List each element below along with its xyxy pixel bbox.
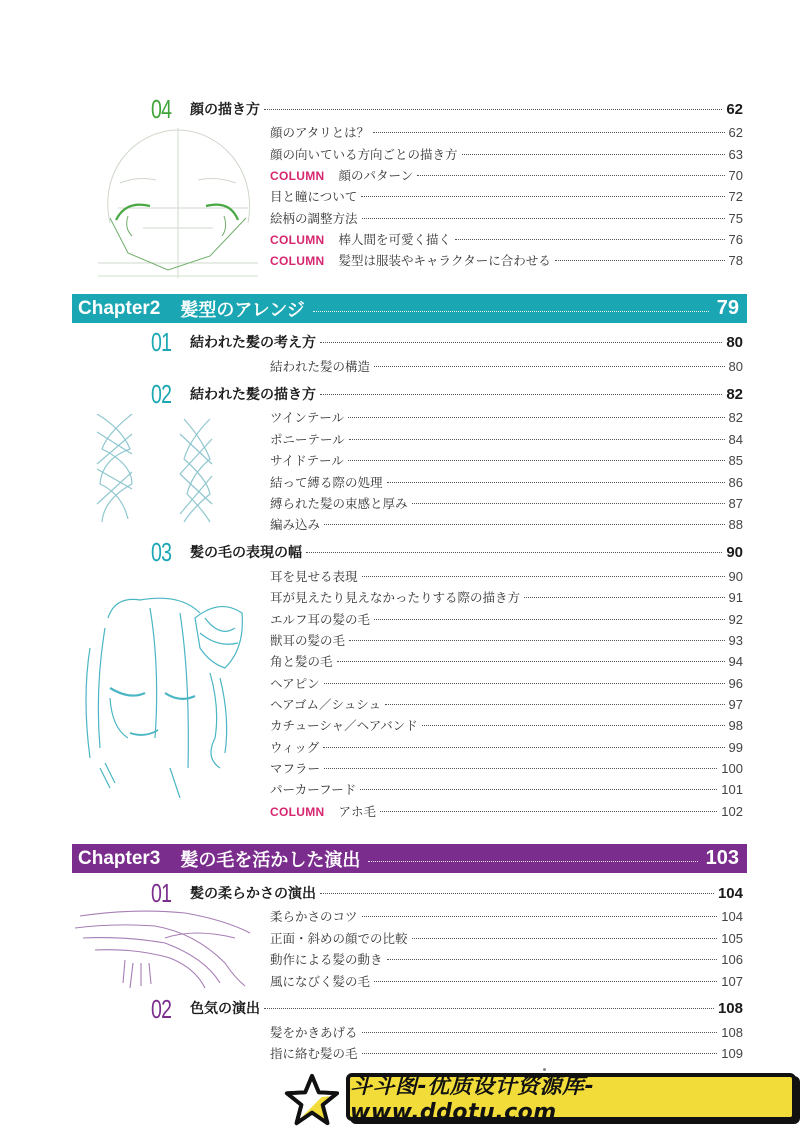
toc-item-column[interactable]: [270, 802, 743, 822]
dot-leader: [555, 260, 725, 261]
section-number-03: 03: [151, 537, 172, 567]
page-number: 85: [728, 453, 743, 468]
item-label: カチューシャ／ヘアバンド: [270, 718, 418, 733]
page-number: 80: [726, 334, 743, 351]
toc-item[interactable]: [270, 780, 743, 800]
page-number: 63: [728, 147, 743, 162]
dot-leader: [361, 196, 724, 197]
dot-leader: [349, 640, 725, 641]
item-label: ポニーテール: [270, 432, 345, 447]
page-number: 62: [726, 101, 743, 118]
watermark-banner: [346, 1073, 796, 1125]
page-number: 102: [721, 804, 743, 819]
girl-hair-sketch-illustration: [70, 588, 250, 808]
section-row[interactable]: [190, 998, 743, 1020]
page-number: 106: [721, 952, 743, 967]
page-number: 90: [728, 569, 743, 584]
dot-leader: [374, 619, 725, 620]
toc-item[interactable]: [270, 494, 743, 514]
face-sketch-illustration: [98, 128, 258, 283]
dot-leader: [412, 938, 718, 939]
page-number: 90: [726, 544, 743, 561]
section-title: 結われた髪の描き方: [190, 387, 316, 403]
dot-leader: [264, 1008, 714, 1009]
dot-leader: [362, 1053, 718, 1054]
item-label: 動作による髪の動き: [270, 952, 383, 967]
star-icon: [283, 1072, 341, 1128]
dot-leader: [412, 503, 725, 504]
dot-leader: [324, 768, 717, 769]
item-label: 編み込み: [270, 517, 321, 532]
toc-item[interactable]: [270, 716, 743, 736]
dot-leader: [374, 981, 717, 982]
toc-item[interactable]: [270, 408, 743, 428]
item-label: 獣耳の髪の毛: [270, 633, 346, 648]
toc-item[interactable]: [270, 631, 743, 651]
item-label: アホ毛: [338, 804, 376, 819]
toc-item[interactable]: [270, 929, 743, 949]
dot-leader: [385, 704, 725, 705]
dot-leader: [323, 747, 724, 748]
page-number: 91: [728, 590, 743, 605]
dot-leader: [362, 576, 725, 577]
toc-item[interactable]: [270, 430, 743, 450]
item-label: 縛られた髪の束感と厚み: [270, 496, 408, 511]
dot-leader: [455, 239, 725, 240]
section-title: 髪の毛の表現の幅: [190, 545, 302, 561]
toc-item-column[interactable]: [270, 251, 743, 271]
item-label: ツインテール: [270, 410, 345, 425]
toc-item[interactable]: [270, 187, 743, 207]
chapter-label: Chapter3: [78, 847, 161, 869]
item-label: ウィッグ: [270, 740, 320, 755]
toc-item[interactable]: [270, 123, 743, 143]
section-number-01: 01: [151, 327, 172, 357]
section-row[interactable]: [190, 542, 743, 564]
item-label: 髪をかきあげる: [270, 1025, 358, 1040]
toc-item[interactable]: [270, 145, 743, 165]
item-label: 髪型は服装やキャラクターに合わせる: [338, 253, 551, 268]
page-number: 86: [728, 475, 743, 490]
dot-leader: [362, 916, 718, 917]
column-tag: COLUMN: [270, 254, 325, 268]
item-label: 指に絡む髪の毛: [270, 1046, 358, 1061]
section-number-02: 02: [151, 994, 172, 1024]
page-number: 108: [721, 1025, 743, 1040]
toc-item[interactable]: [270, 695, 743, 715]
page-number: 105: [721, 931, 743, 946]
toc-item-column[interactable]: [270, 230, 743, 250]
dot-leader: [320, 342, 722, 343]
section-row[interactable]: [190, 332, 743, 354]
dot-leader: [348, 417, 724, 418]
dot-leader: [264, 109, 722, 110]
dot-leader: [362, 1032, 718, 1033]
section-title: 色気の演出: [190, 1001, 260, 1017]
toc-item[interactable]: [270, 907, 743, 927]
item-label: 結われた髪の構造: [270, 359, 371, 374]
dot-leader: [324, 524, 725, 525]
watermark-text: 斗斗图-优质设计资源库-www.ddotu.com: [350, 1074, 595, 1125]
item-label: 顔のアタリとは？: [270, 125, 370, 140]
page-number: 94: [728, 654, 743, 669]
item-label: 顔の向いている方向ごとの描き方: [270, 147, 458, 162]
hand-hair-sketch-illustration: [75, 908, 255, 993]
item-label: 耳が見えたり見えなかったりする際の描き方: [270, 590, 521, 605]
page-number: 104: [721, 909, 743, 924]
braid-sketch-illustration: [92, 414, 222, 524]
page-number: 88: [728, 517, 743, 532]
page-number: 82: [728, 410, 743, 425]
dot-leader: [360, 789, 717, 790]
dot-leader: [422, 725, 725, 726]
toc-item[interactable]: [270, 473, 743, 493]
item-label: 角と髪の毛: [270, 654, 333, 669]
chapter-page-number: 79: [716, 297, 739, 319]
page-number: 109: [721, 1046, 743, 1061]
section-row[interactable]: [190, 99, 743, 121]
dot-leader: [306, 552, 722, 553]
page-number: 62: [728, 125, 743, 140]
toc-item[interactable]: [270, 451, 743, 471]
dot-leader: [524, 597, 725, 598]
toc-item[interactable]: [270, 1044, 743, 1064]
toc-item-column[interactable]: [270, 166, 743, 186]
dot-leader: [313, 311, 709, 312]
item-label: ヘアゴム／シュシュ: [270, 697, 382, 712]
page-number: 99: [728, 740, 743, 755]
dot-leader: [337, 661, 725, 662]
page-number: 87: [728, 496, 743, 511]
toc-item[interactable]: [270, 515, 743, 535]
page-number: 76: [728, 232, 743, 247]
section-title: 結われた髪の考え方: [190, 335, 316, 351]
page-number: 82: [726, 386, 743, 403]
chapter-title: 髪型のアレンジ: [180, 299, 305, 321]
item-label: 結って縛る際の処理: [270, 475, 383, 490]
chapter-page-number: 103: [705, 847, 739, 869]
item-label: ヘアピン: [270, 676, 320, 691]
column-tag: COLUMN: [270, 233, 325, 247]
column-tag: COLUMN: [270, 805, 325, 819]
dot-leader: [380, 811, 717, 812]
section-number-01: 01: [151, 878, 172, 908]
chapter-title: 髪の毛を活かした演出: [180, 849, 361, 871]
chapter2-banner[interactable]: [72, 294, 747, 323]
chapter-label: Chapter2: [78, 297, 161, 319]
toc-item[interactable]: [270, 357, 743, 377]
section-number-04: 04: [151, 94, 172, 124]
dot-leader: [373, 132, 724, 133]
page-number: 101: [721, 782, 743, 797]
item-label: 正面・斜めの顔での比較: [270, 931, 408, 946]
toc-item[interactable]: [270, 209, 743, 229]
toc-item[interactable]: [270, 588, 743, 608]
section-row[interactable]: [190, 384, 743, 406]
item-label: サイドテール: [270, 453, 344, 468]
toc-item[interactable]: [270, 652, 743, 672]
section-row[interactable]: [190, 883, 743, 905]
page-number: 98: [728, 718, 743, 733]
item-label: マフラー: [270, 761, 321, 776]
dot-leader: [348, 460, 725, 461]
dot-leader: [349, 439, 725, 440]
page-number: 72: [728, 189, 743, 204]
toc-item[interactable]: [270, 950, 743, 970]
page-number: 75: [728, 211, 743, 226]
page-number: 93: [728, 633, 743, 648]
item-label: 風になびく髪の毛: [270, 974, 371, 989]
toc-item[interactable]: [270, 738, 743, 758]
page-number: 84: [728, 432, 743, 447]
item-label: 柔らかさのコツ: [270, 909, 358, 924]
toc-item[interactable]: [270, 759, 743, 779]
item-label: 棒人間を可愛く描く: [338, 232, 451, 247]
dot-leader: [374, 366, 725, 367]
page-number: 108: [717, 1000, 743, 1017]
section-title: 顔の描き方: [190, 102, 260, 118]
page-number: 80: [728, 359, 743, 374]
toc-item[interactable]: [270, 674, 743, 694]
section-title: 髪の柔らかさの演出: [190, 886, 316, 902]
column-tag: COLUMN: [270, 169, 325, 183]
chapter3-banner[interactable]: [72, 844, 747, 873]
toc-item[interactable]: [270, 972, 743, 992]
dot-leader: [387, 959, 718, 960]
toc-item[interactable]: [270, 610, 743, 630]
page-number: 97: [728, 697, 743, 712]
page-number: 78: [728, 253, 743, 268]
dot-leader: [362, 218, 725, 219]
dot-leader: [324, 683, 725, 684]
dot-leader: [462, 154, 725, 155]
item-label: 目と瞳について: [270, 189, 358, 204]
toc-item[interactable]: [270, 1023, 743, 1043]
page-number: 96: [728, 676, 743, 691]
page-number: 92: [728, 612, 743, 627]
item-label: 耳を見せる表現: [270, 569, 358, 584]
item-label: 顔のパターン: [338, 168, 414, 183]
dot-leader: [417, 175, 724, 176]
dot-leader: [320, 893, 714, 894]
dot-leader: [387, 482, 725, 483]
page-number: 104: [717, 885, 743, 902]
item-label: パーカーフード: [270, 782, 357, 797]
page-number: 107: [721, 974, 743, 989]
page-number: 70: [728, 168, 743, 183]
dot-leader: [320, 394, 722, 395]
page-number: 100: [721, 761, 743, 776]
item-label: エルフ耳の髪の毛: [270, 612, 371, 627]
item-label: 絵柄の調整方法: [270, 211, 358, 226]
toc-item[interactable]: [270, 567, 743, 587]
section-number-02: 02: [151, 379, 172, 409]
dot-leader: [368, 861, 697, 862]
